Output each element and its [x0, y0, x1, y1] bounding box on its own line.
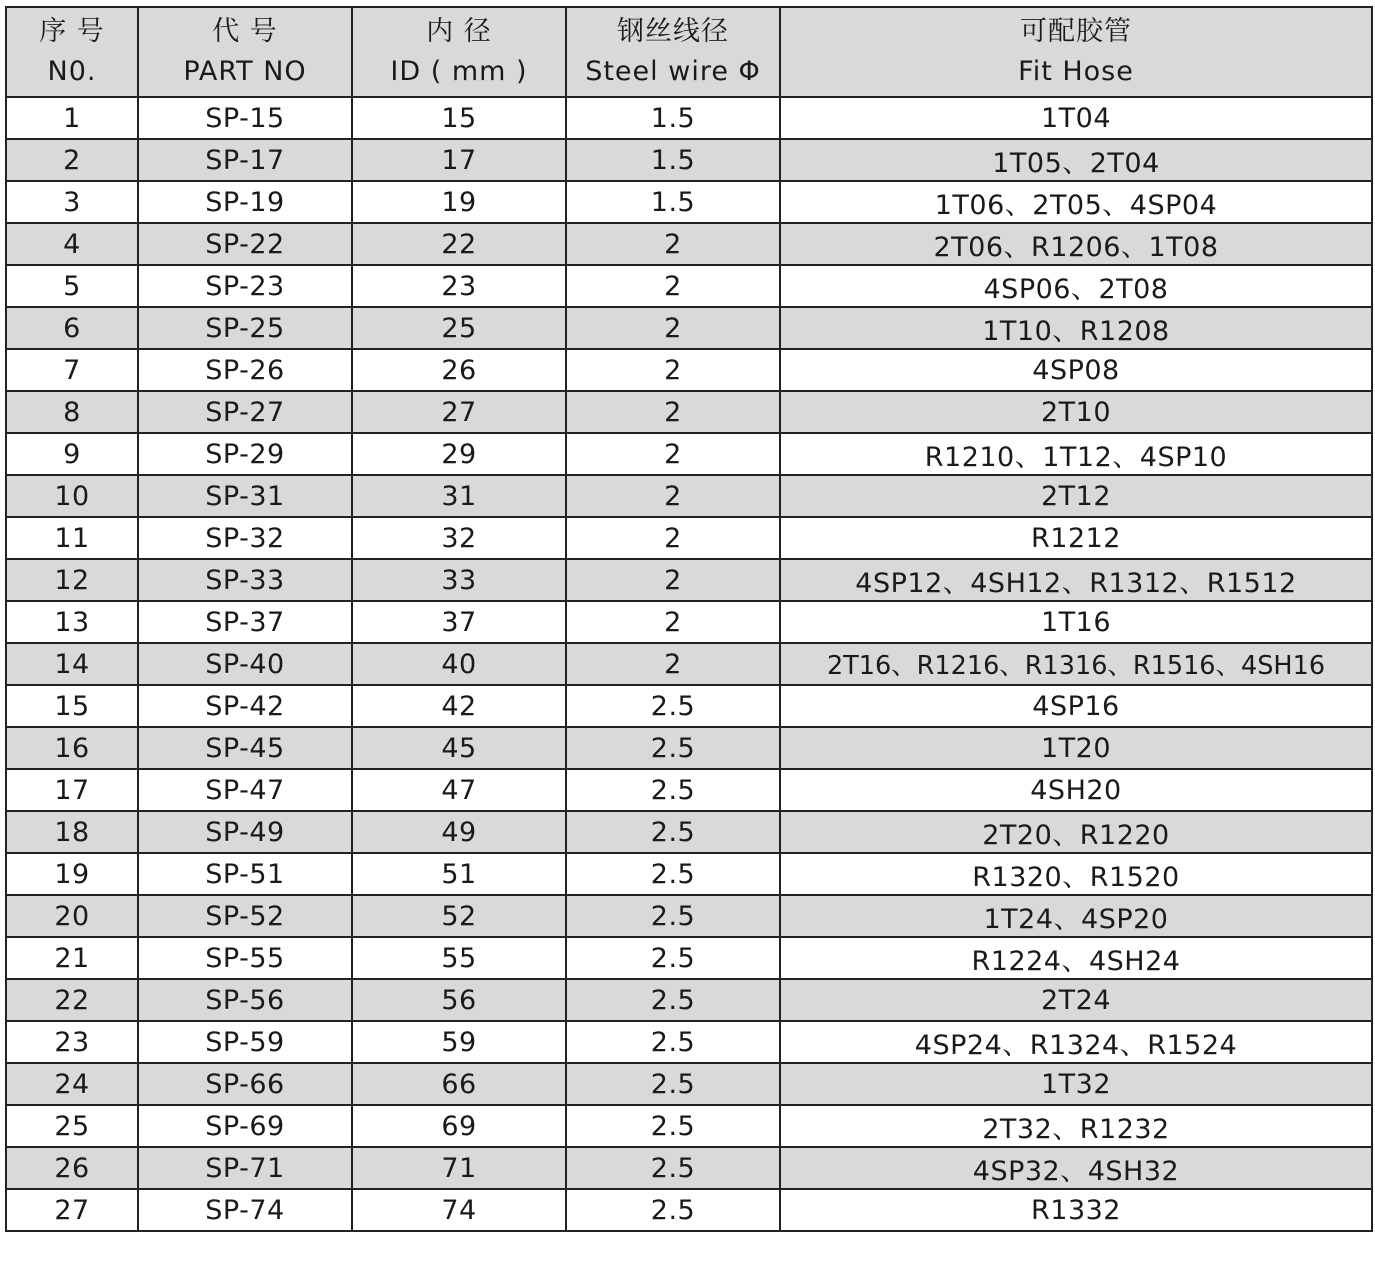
cell-no: 21 — [6, 937, 138, 979]
cell-fit-hose: 2T24 — [780, 979, 1372, 1021]
table-row — [6, 559, 1372, 601]
cell-part-no: SP-33 — [138, 559, 352, 601]
cell-inner-diameter: 40 — [352, 643, 566, 685]
cell-steel-wire: 1.5 — [566, 97, 780, 139]
cell-no: 7 — [6, 349, 138, 391]
header-steel-wire — [566, 7, 780, 97]
cell-fit-hose: 1T10、R1208 — [780, 307, 1372, 349]
table-row — [6, 853, 1372, 895]
cell-part-no: SP-25 — [138, 307, 352, 349]
cell-no: 27 — [6, 1189, 138, 1231]
cell-inner-diameter: 29 — [352, 433, 566, 475]
cell-part-no: SP-17 — [138, 139, 352, 181]
header-steel-wire-en: Steel wire Φ — [585, 56, 761, 87]
cell-fit-hose: 4SP16 — [780, 685, 1372, 727]
cell-steel-wire: 2 — [566, 307, 780, 349]
cell-inner-diameter: 25 — [352, 307, 566, 349]
cell-no: 23 — [6, 1021, 138, 1063]
header-inner-diameter-en: ID ( mm ) — [390, 56, 528, 87]
header-inner-diameter — [352, 7, 566, 97]
cell-part-no: SP-15 — [138, 97, 352, 139]
cell-steel-wire: 2.5 — [566, 937, 780, 979]
table-row — [6, 895, 1372, 937]
table-row — [6, 1189, 1372, 1231]
cell-steel-wire: 2.5 — [566, 685, 780, 727]
table-row — [6, 811, 1372, 853]
cell-part-no: SP-29 — [138, 433, 352, 475]
cell-no: 5 — [6, 265, 138, 307]
table-header — [6, 7, 1372, 97]
cell-part-no: SP-66 — [138, 1063, 352, 1105]
cell-no: 24 — [6, 1063, 138, 1105]
table-row — [6, 475, 1372, 517]
cell-part-no: SP-51 — [138, 853, 352, 895]
cell-steel-wire: 1.5 — [566, 181, 780, 223]
cell-fit-hose: 2T12 — [780, 475, 1372, 517]
cell-steel-wire: 2 — [566, 475, 780, 517]
cell-steel-wire: 2.5 — [566, 811, 780, 853]
cell-inner-diameter: 37 — [352, 601, 566, 643]
cell-inner-diameter: 17 — [352, 139, 566, 181]
cell-no: 11 — [6, 517, 138, 559]
cell-fit-hose: 1T20 — [780, 727, 1372, 769]
cell-no: 20 — [6, 895, 138, 937]
cell-inner-diameter: 31 — [352, 475, 566, 517]
cell-fit-hose: 4SP24、R1324、R1524 — [780, 1021, 1372, 1063]
cell-steel-wire: 2 — [566, 223, 780, 265]
table-row — [6, 769, 1372, 811]
table-row — [6, 979, 1372, 1021]
cell-inner-diameter: 23 — [352, 265, 566, 307]
cell-part-no: SP-42 — [138, 685, 352, 727]
header-fit-hose-en: Fit Hose — [1018, 56, 1134, 87]
cell-no: 9 — [6, 433, 138, 475]
cell-part-no: SP-56 — [138, 979, 352, 1021]
cell-inner-diameter: 71 — [352, 1147, 566, 1189]
hose-fitting-spec-table — [5, 6, 1373, 1232]
cell-steel-wire: 2 — [566, 517, 780, 559]
cell-inner-diameter: 22 — [352, 223, 566, 265]
table-row — [6, 391, 1372, 433]
cell-fit-hose: 4SP12、4SH12、R1312、R1512 — [780, 559, 1372, 601]
header-no-zh: 序 号 — [39, 16, 105, 47]
cell-part-no: SP-71 — [138, 1147, 352, 1189]
cell-fit-hose: 2T06、R1206、1T08 — [780, 223, 1372, 265]
table-row — [6, 433, 1372, 475]
cell-inner-diameter: 26 — [352, 349, 566, 391]
cell-fit-hose: 2T20、R1220 — [780, 811, 1372, 853]
table-row — [6, 601, 1372, 643]
table-row — [6, 727, 1372, 769]
cell-fit-hose: 1T24、4SP20 — [780, 895, 1372, 937]
header-part-no-en: PART NO — [183, 56, 307, 87]
cell-inner-diameter: 15 — [352, 97, 566, 139]
cell-steel-wire: 2 — [566, 643, 780, 685]
cell-part-no: SP-59 — [138, 1021, 352, 1063]
table-row — [6, 643, 1372, 685]
cell-inner-diameter: 42 — [352, 685, 566, 727]
cell-part-no: SP-19 — [138, 181, 352, 223]
cell-fit-hose: 2T32、R1232 — [780, 1105, 1372, 1147]
header-fit-hose-zh: 可配胶管 — [1020, 16, 1132, 47]
cell-steel-wire: 2.5 — [566, 1021, 780, 1063]
cell-part-no: SP-52 — [138, 895, 352, 937]
table-row — [6, 307, 1372, 349]
table-row — [6, 97, 1372, 139]
cell-inner-diameter: 49 — [352, 811, 566, 853]
cell-inner-diameter: 33 — [352, 559, 566, 601]
table-row — [6, 1147, 1372, 1189]
cell-inner-diameter: 45 — [352, 727, 566, 769]
cell-fit-hose: 4SP32、4SH32 — [780, 1147, 1372, 1189]
table-row — [6, 1105, 1372, 1147]
cell-inner-diameter: 52 — [352, 895, 566, 937]
cell-fit-hose: 2T10 — [780, 391, 1372, 433]
cell-inner-diameter: 55 — [352, 937, 566, 979]
table-body — [6, 97, 1372, 1231]
header-no-en: N0. — [47, 56, 97, 87]
cell-no: 25 — [6, 1105, 138, 1147]
cell-part-no: SP-49 — [138, 811, 352, 853]
cell-part-no: SP-74 — [138, 1189, 352, 1231]
table-row — [6, 349, 1372, 391]
cell-no: 8 — [6, 391, 138, 433]
cell-part-no: SP-55 — [138, 937, 352, 979]
cell-part-no: SP-23 — [138, 265, 352, 307]
cell-no: 14 — [6, 643, 138, 685]
cell-steel-wire: 2.5 — [566, 979, 780, 1021]
cell-steel-wire: 2.5 — [566, 1189, 780, 1231]
cell-no: 13 — [6, 601, 138, 643]
cell-part-no: SP-69 — [138, 1105, 352, 1147]
header-no — [6, 7, 138, 97]
cell-steel-wire: 2.5 — [566, 1063, 780, 1105]
cell-no: 12 — [6, 559, 138, 601]
cell-no: 2 — [6, 139, 138, 181]
cell-fit-hose: 1T32 — [780, 1063, 1372, 1105]
cell-steel-wire: 2 — [566, 349, 780, 391]
cell-part-no: SP-26 — [138, 349, 352, 391]
cell-no: 19 — [6, 853, 138, 895]
cell-no: 22 — [6, 979, 138, 1021]
table-row — [6, 1063, 1372, 1105]
cell-part-no: SP-22 — [138, 223, 352, 265]
table-row — [6, 1021, 1372, 1063]
cell-inner-diameter: 51 — [352, 853, 566, 895]
cell-fit-hose: R1212 — [780, 517, 1372, 559]
cell-fit-hose: 1T06、2T05、4SP04 — [780, 181, 1372, 223]
cell-part-no: SP-45 — [138, 727, 352, 769]
cell-fit-hose: 4SH20 — [780, 769, 1372, 811]
cell-part-no: SP-37 — [138, 601, 352, 643]
cell-no: 18 — [6, 811, 138, 853]
cell-steel-wire: 1.5 — [566, 139, 780, 181]
cell-inner-diameter: 74 — [352, 1189, 566, 1231]
table-row — [6, 223, 1372, 265]
cell-fit-hose: R1332 — [780, 1189, 1372, 1231]
cell-fit-hose: 4SP08 — [780, 349, 1372, 391]
cell-no: 3 — [6, 181, 138, 223]
table-row — [6, 517, 1372, 559]
cell-fit-hose: R1320、R1520 — [780, 853, 1372, 895]
cell-fit-hose: 1T05、2T04 — [780, 139, 1372, 181]
cell-steel-wire: 2 — [566, 559, 780, 601]
cell-steel-wire: 2 — [566, 601, 780, 643]
cell-no: 1 — [6, 97, 138, 139]
cell-part-no: SP-31 — [138, 475, 352, 517]
cell-steel-wire: 2.5 — [566, 853, 780, 895]
table-row — [6, 181, 1372, 223]
cell-inner-diameter: 69 — [352, 1105, 566, 1147]
header-part-no-zh: 代 号 — [212, 16, 278, 47]
cell-steel-wire: 2.5 — [566, 895, 780, 937]
cell-no: 6 — [6, 307, 138, 349]
cell-no: 10 — [6, 475, 138, 517]
table-row — [6, 265, 1372, 307]
cell-no: 15 — [6, 685, 138, 727]
header-inner-diameter-zh: 内 径 — [426, 16, 492, 47]
cell-part-no: SP-27 — [138, 391, 352, 433]
cell-inner-diameter: 19 — [352, 181, 566, 223]
cell-part-no: SP-40 — [138, 643, 352, 685]
cell-no: 16 — [6, 727, 138, 769]
cell-fit-hose: 2T16、R1216、R1316、R1516、4SH16 — [780, 643, 1372, 685]
cell-fit-hose: 4SP06、2T08 — [780, 265, 1372, 307]
header-row — [6, 7, 1372, 97]
cell-inner-diameter: 27 — [352, 391, 566, 433]
cell-steel-wire: 2.5 — [566, 769, 780, 811]
header-part-no — [138, 7, 352, 97]
cell-fit-hose: R1224、4SH24 — [780, 937, 1372, 979]
cell-inner-diameter: 56 — [352, 979, 566, 1021]
cell-part-no: SP-47 — [138, 769, 352, 811]
cell-steel-wire: 2 — [566, 391, 780, 433]
cell-no: 4 — [6, 223, 138, 265]
cell-fit-hose: R1210、1T12、4SP10 — [780, 433, 1372, 475]
cell-inner-diameter: 59 — [352, 1021, 566, 1063]
cell-steel-wire: 2.5 — [566, 1105, 780, 1147]
header-fit-hose — [780, 7, 1372, 97]
cell-no: 26 — [6, 1147, 138, 1189]
cell-inner-diameter: 32 — [352, 517, 566, 559]
cell-fit-hose: 1T16 — [780, 601, 1372, 643]
cell-steel-wire: 2 — [566, 433, 780, 475]
cell-steel-wire: 2.5 — [566, 1147, 780, 1189]
table-row — [6, 685, 1372, 727]
cell-inner-diameter: 47 — [352, 769, 566, 811]
cell-steel-wire: 2.5 — [566, 727, 780, 769]
cell-fit-hose: 1T04 — [780, 97, 1372, 139]
cell-steel-wire: 2 — [566, 265, 780, 307]
cell-no: 17 — [6, 769, 138, 811]
table-row — [6, 139, 1372, 181]
cell-part-no: SP-32 — [138, 517, 352, 559]
cell-inner-diameter: 66 — [352, 1063, 566, 1105]
table-row — [6, 937, 1372, 979]
header-steel-wire-zh: 钢丝线径 — [617, 16, 729, 47]
